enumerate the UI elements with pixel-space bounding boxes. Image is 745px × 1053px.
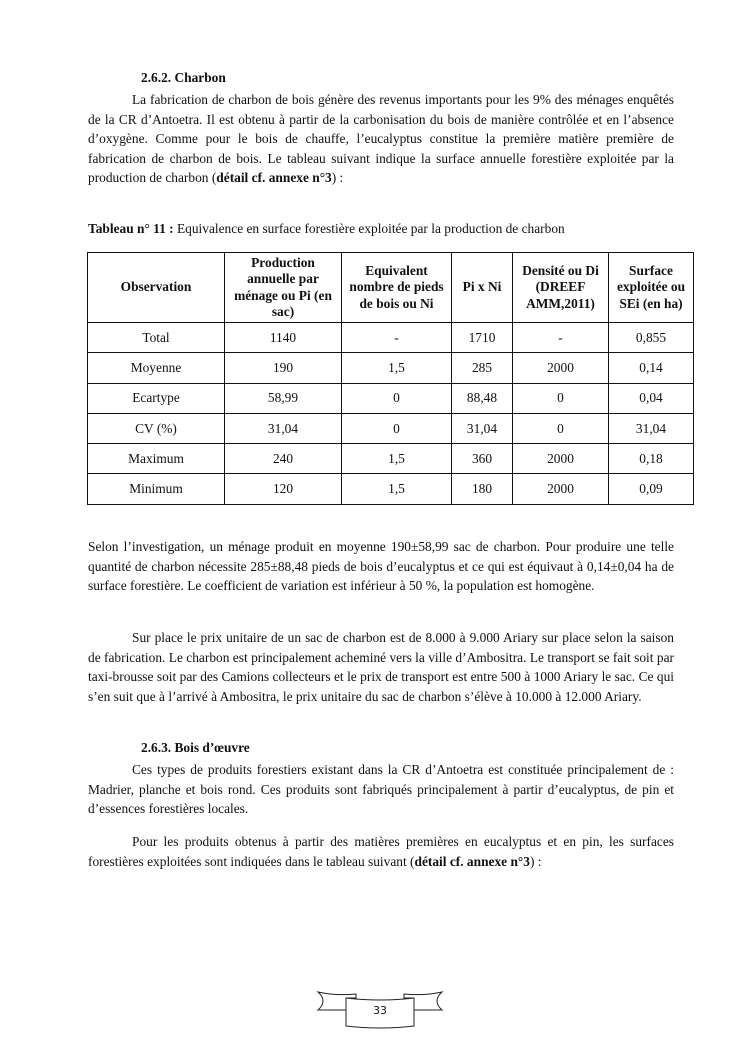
paragraph-end: ) : [331, 170, 344, 186]
cell-observation: Ecartype [88, 383, 225, 413]
annex-reference: détail cf. annexe n°3 [216, 170, 332, 186]
table-row [88, 383, 694, 413]
cell-equivalent: 1,5 [342, 474, 452, 504]
cell-densite: 0 [513, 413, 609, 443]
cell-production: 58,99 [225, 383, 342, 413]
cell-equivalent: 0 [342, 413, 452, 443]
table-row [88, 323, 694, 353]
cell-production: 240 [225, 444, 342, 474]
table-row [88, 444, 694, 474]
cell-surface: 0,855 [609, 323, 694, 353]
cell-surface: 31,04 [609, 413, 694, 443]
paragraph-charbon-intro [88, 90, 674, 188]
header-observation: Observation [88, 253, 225, 323]
section-heading-charbon: 2.6.2. Charbon [141, 70, 226, 85]
cell-production: 190 [225, 353, 342, 383]
cell-densite: 2000 [513, 444, 609, 474]
table-caption-label: Tableau n° 11 : [88, 221, 174, 236]
cell-densite: - [513, 323, 609, 353]
table-caption-text: Equivalence en surface forestière exploitée par la production de charbon [173, 221, 565, 236]
cell-surface: 0,18 [609, 444, 694, 474]
cell-equivalent: 1,5 [342, 444, 452, 474]
table-row [88, 474, 694, 504]
cell-production: 120 [225, 474, 342, 504]
paragraph-text: La fabrication de charbon de bois génère des revenus importants pour les 9% des ménages enquêtés de la CR d’Antoetra. Il est obtenu à partir de la carbonisation du bois de manière contrôlée et en l’absence d’oxygène. Comme pour le bois de chauffe, l’eucalyptus constitue la première matière première de fabrication de charbon de bois. Le tableau suivant indique la surface annuelle forestière exploitée par la production de charbon ( [88, 92, 674, 186]
cell-observation: Maximum [88, 444, 225, 474]
paragraph-investigation: Selon l’investigation, un ménage produit en moyenne 190±58,99 sac de charbon. Pour produire une telle quantité de charbon nécessite 285±88,48 pieds de bois d’eucalyptus et ce qui est équivaut à 0,14±0,04 ha de surface forestière. Le coefficient de variation est inférieur à 50 %, la population est homogène. [88, 539, 674, 594]
header-pi-x-ni: Pi x Ni [452, 253, 513, 323]
page-number-banner [316, 988, 444, 1030]
header-densite: Densité ou Di (DREEF AMM,2011) [513, 253, 609, 323]
header-surface: Surface exploitée ou SEi (en ha) [609, 253, 694, 323]
cell-pi-x-ni: 180 [452, 474, 513, 504]
paragraph-text: Pour les produits obtenus à partir des matières premières en eucalyptus et en pin, les surfaces forestières exploitées sont indiquées dans le tableau suivant ( [88, 834, 674, 869]
cell-observation: Total [88, 323, 225, 353]
cell-densite: 0 [513, 383, 609, 413]
annex-reference: détail cf. annexe n°3 [414, 853, 530, 869]
header-production: Production annuelle par ménage ou Pi (en sac) [225, 253, 342, 323]
cell-pi-x-ni: 31,04 [452, 413, 513, 443]
cell-observation: Minimum [88, 474, 225, 504]
header-equivalent: Equivalent nombre de pieds de bois ou Ni [342, 253, 452, 323]
cell-equivalent: 0 [342, 383, 452, 413]
table-row [88, 413, 694, 443]
paragraph-bois-oeuvre-surfaces [88, 832, 674, 871]
section-heading-bois-oeuvre: 2.6.3. Bois d’œuvre [141, 740, 250, 755]
cell-pi-x-ni: 360 [452, 444, 513, 474]
cell-production: 1140 [225, 323, 342, 353]
cell-surface: 0,04 [609, 383, 694, 413]
table-header-row [88, 253, 694, 323]
paragraph-prix-charbon: Sur place le prix unitaire de un sac de charbon est de 8.000 à 9.000 Ariary sur place selon la saison de fabrication. Le charbon est principalement acheminé vers la ville d’Ambositra. Le transport se fait soit par taxi-brousse soit par des Camions collecteurs et le prix de transport est entre 500 à 1000 Ariary le sac. Ce qui s’en suit que à l’arrivé à Ambositra, le prix unitaire du sac de charbon s’élève à 10.000 à 12.000 Ariary. [88, 630, 674, 704]
cell-surface: 0,09 [609, 474, 694, 504]
cell-pi-x-ni: 88,48 [452, 383, 513, 413]
cell-surface: 0,14 [609, 353, 694, 383]
cell-densite: 2000 [513, 353, 609, 383]
cell-observation: CV (%) [88, 413, 225, 443]
table-charbon-equivalence [87, 252, 694, 505]
cell-observation: Moyenne [88, 353, 225, 383]
table-row [88, 353, 694, 383]
page-number: 33 [373, 1004, 387, 1017]
cell-pi-x-ni: 285 [452, 353, 513, 383]
paragraph-end: ) : [529, 853, 542, 869]
cell-equivalent: 1,5 [342, 353, 452, 383]
table-caption [88, 221, 565, 237]
cell-production: 31,04 [225, 413, 342, 443]
cell-pi-x-ni: 1710 [452, 323, 513, 353]
cell-densite: 2000 [513, 474, 609, 504]
paragraph-bois-oeuvre: Ces types de produits forestiers existant dans la CR d’Antoetra est constituée principalement de : Madrier, planche et bois rond. Ces produits sont fabriqués principalement à partir d’eucalyptus, de pin et d’essences forestières locales. [88, 762, 674, 817]
cell-equivalent: - [342, 323, 452, 353]
